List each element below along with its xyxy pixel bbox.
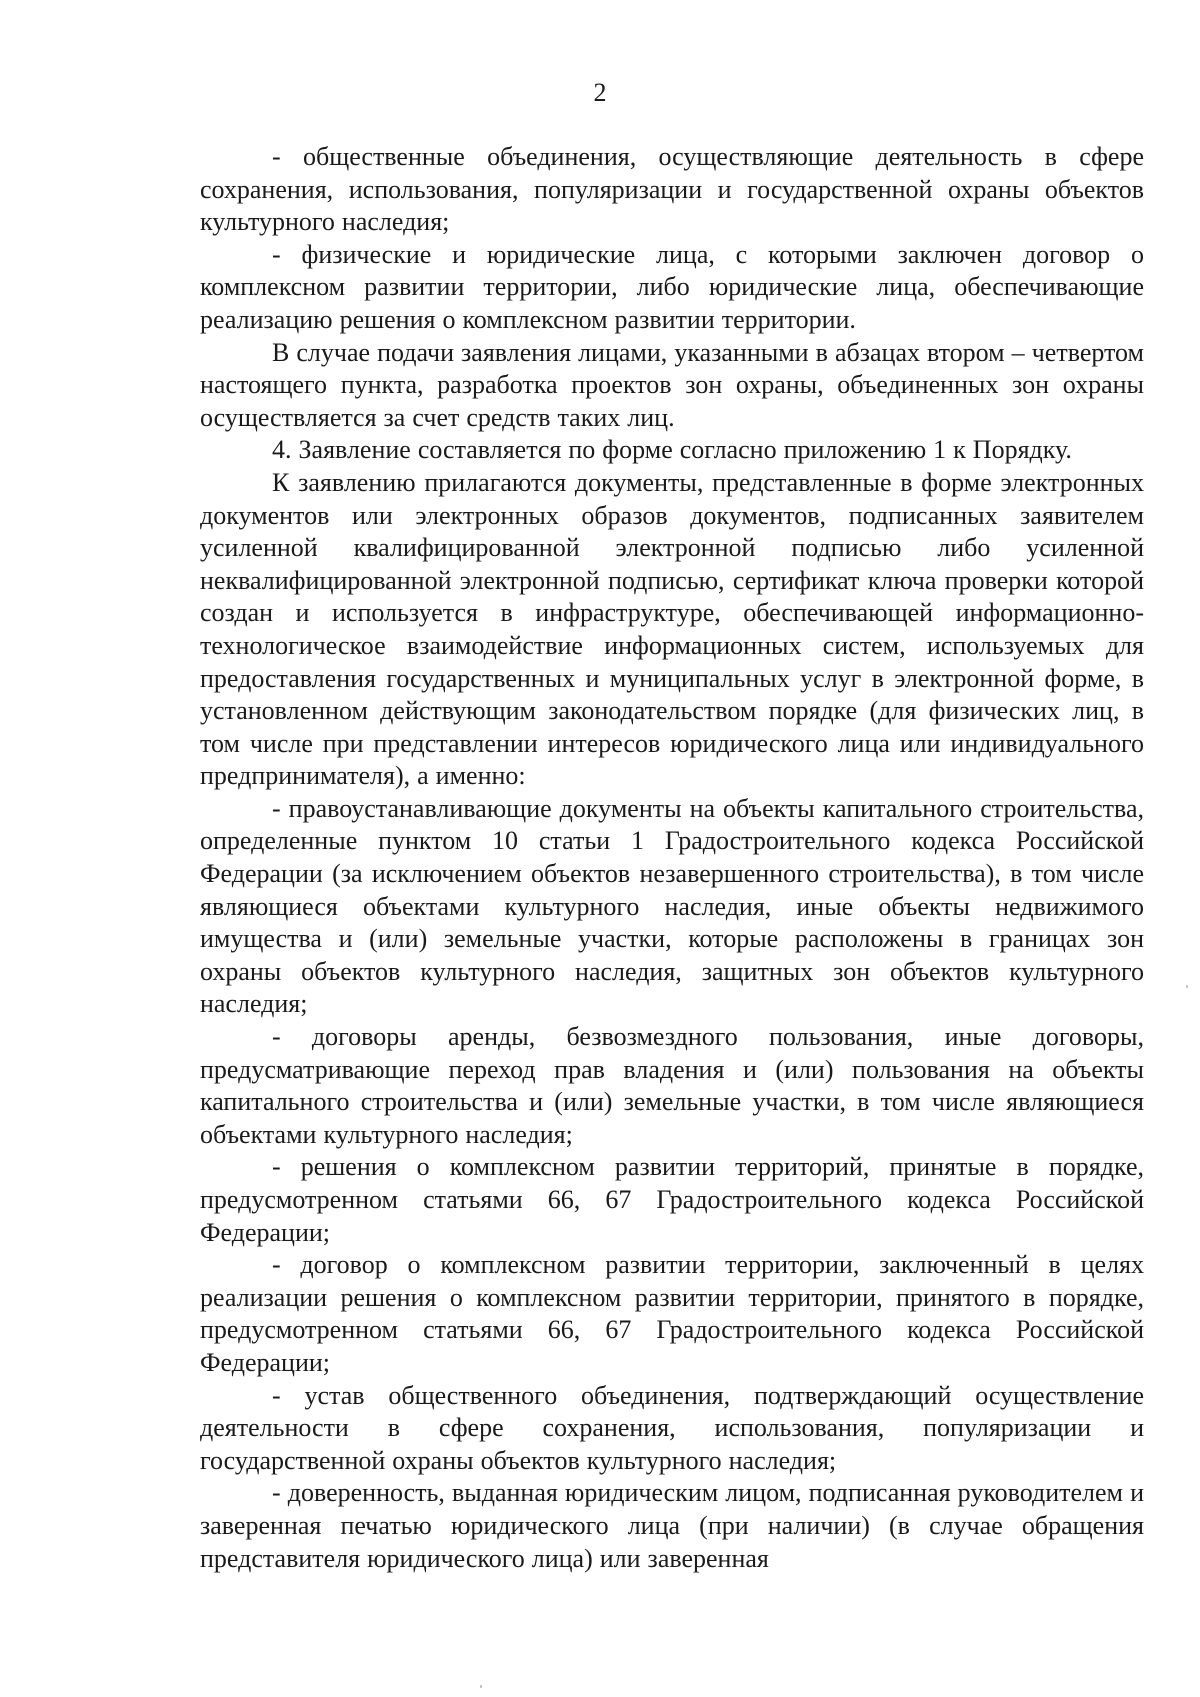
- paragraph-development-costs: В случае подачи заявления лицами, указанными в абзацах втором – четвертом настоящего пункта, разработка проектов зон охраны, объединенных зон охраны осуществляется за счет средств таких лиц.: [200, 337, 1144, 432]
- scan-speck: [1186, 985, 1188, 988]
- list-item-development-decisions: - решения о комплексном развитии территорий, принятые в порядке, предусмотренном статьями 66, 67 Градостроительного кодекса Российской Федерации;: [200, 1152, 1144, 1247]
- paragraph-public-associations: - общественные объединения, осуществляющие деятельность в сфере сохранения, использования, популяризации и государственной охраны объектов культурного наследия;: [200, 142, 1144, 237]
- list-item-power-of-attorney: - доверенность, выданная юридическим лицом, подписанная руководителем и заверенная печатью юридического лица (при наличии) (в случае обращения представителя юридического лица) или заверенная: [200, 1478, 1144, 1573]
- list-item-development-contract: - договор о комплексном развитии территории, заключенный в целях реализации решения о комплексном развитии территории, принятого в порядке, предусмотренном статьями 66, 67 Градостроительного кодекса Российской Федерации;: [200, 1250, 1144, 1377]
- document-body: [200, 141, 1144, 1575]
- paragraph-attached-documents: К заявлению прилагаются документы, представленные в форме электронных документов или электронных образов документов, подписанных заявителем усиленной квалифицированной электронной подписью либо усиленной неквалифицированной электронной подписью, сертификат ключа проверки которой создан и используется в инфраструктуре, обеспечивающей информационно-технологическое взаимодействие информационных систем, используемых для предоставления государственных и муниципальных услуг в электронной форме, в установленном действующим законодательством порядке (для физических лиц, в том числе при представлении интересов юридического лица или индивидуального предпринимателя), а именно:: [200, 467, 1144, 791]
- paragraph-individuals-and-legal-entities: - физические и юридические лица, с которыми заключен договор о комплексном развитии территории, либо юридические лица, обеспечивающие реализацию решения о комплексном развитии территории.: [200, 239, 1144, 334]
- page-number: 2: [593, 78, 607, 107]
- list-item-lease-agreements: - договоры аренды, безвозмездного пользования, иные договоры, предусматривающие переход прав владения и (или) пользования на объекты капитального строительства и (или) земельные участки, в том числе являющиеся объектами культурного наследия;: [200, 1022, 1144, 1149]
- list-item-association-charter: - устав общественного объединения, подтверждающий осуществление деятельности в сфере сохранения, использования, популяризации и государственной охраны объектов культурного наследия;: [200, 1380, 1144, 1475]
- scan-speck: [480, 1685, 482, 1688]
- list-item-title-documents: - правоустанавливающие документы на объекты капитального строительства, определенные пунктом 10 статьи 1 Градостроительного кодекса Российской Федерации (за исключением объектов незавершенного строительства), в том числе являющиеся объектами культурного наследия, иные объекты недвижимого имущества и (или) земельные участки, которые расположены в границах зон охраны объектов культурного наследия, защитных зон объектов культурного наследия;: [200, 793, 1144, 1019]
- paragraph-application-form: 4. Заявление составляется по форме согласно приложению 1 к Порядку.: [272, 435, 1072, 465]
